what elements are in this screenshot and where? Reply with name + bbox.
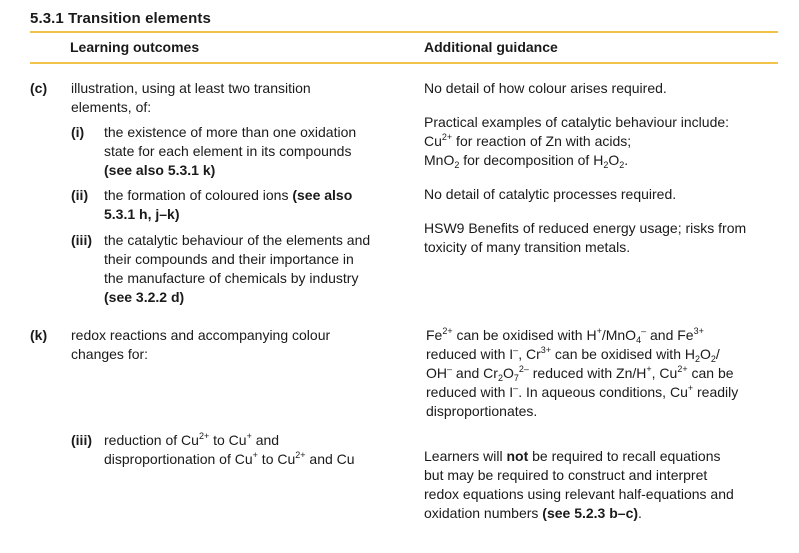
guidance-line [424, 151, 729, 170]
outcome-c-line: illustration, using at least two transition [71, 80, 311, 96]
guidance-line: disproportionates. [426, 403, 538, 419]
outcome-c-ii-text [104, 186, 352, 224]
guidance-text: can be oxidised with H [551, 346, 695, 362]
outcome-k-label: (k) [30, 327, 48, 343]
guidance-text: . [638, 505, 642, 521]
guidance-line [426, 383, 738, 402]
guidance-text: for reaction of Zn with acids; [452, 133, 632, 149]
outcome-c-ii-line [104, 186, 352, 205]
outcome-c-iii-line: the manufacture of chemicals by industry [104, 270, 359, 286]
guidance-line [426, 326, 738, 345]
outcome-c-line: elements, of: [71, 99, 152, 115]
outcome-c-i-reference: (see also 5.3.1 k) [104, 162, 216, 178]
learning-outcomes-header: Learning outcomes [70, 39, 200, 55]
outcome-c-label: (c) [30, 80, 48, 96]
guidance-text: readily [693, 384, 739, 400]
formula-superscript: – [641, 326, 647, 336]
guidance-k-redox-examples [426, 326, 738, 421]
formula-superscript: – [513, 345, 519, 355]
outcome-c-iii-reference: (see 3.2.2 d) [104, 289, 185, 305]
guidance-text: Learners will [424, 448, 507, 464]
formula-text: O [502, 365, 514, 381]
guidance-text: . In aqueous conditions, Cu [518, 384, 688, 400]
guidance-text: , Cr [518, 346, 541, 362]
guidance-c-hsw9 [424, 219, 746, 257]
guidance-text: and Cr [452, 365, 498, 381]
formula-superscript: – [513, 383, 519, 393]
formula-superscript: + [252, 450, 258, 460]
outcome-k-text [71, 326, 330, 364]
guidance-text: be required to recall equations [528, 448, 721, 464]
formula-subscript: 2 [603, 160, 609, 170]
guidance-text: and Fe [646, 327, 694, 343]
outcome-c-ii-text-part: the formation of coloured ions [104, 187, 293, 203]
outcome-c-iii-line: the catalytic behaviour of the elements and [104, 232, 371, 248]
guidance-text: reduced with I [426, 346, 514, 362]
formula-superscript: + [246, 431, 252, 441]
outcome-c-iii-line: their compounds and their importance in [104, 251, 354, 267]
guidance-line [426, 345, 738, 364]
guidance-text: . [624, 152, 629, 168]
guidance-line: toxicity of many transition metals. [424, 239, 631, 255]
guidance-text: for decomposition of H [459, 152, 604, 168]
formula-superscript: 2+ [198, 431, 210, 441]
guidance-c-catalytic-examples [424, 113, 729, 170]
guidance-text: , Cu [651, 365, 678, 381]
formula-subscript: 2 [619, 160, 625, 170]
outcome-c-iii-label: (iii) [71, 232, 92, 248]
formula-subscript: 2 [694, 354, 700, 364]
formula-superscript: + [687, 383, 694, 393]
additional-guidance-header: Additional guidance [424, 39, 558, 55]
guidance-c-colour: No detail of how colour arises required. [424, 80, 667, 96]
formula-text: O [608, 152, 620, 168]
outcome-c-text [71, 79, 311, 117]
formula-subscript: 2 [710, 354, 716, 364]
section-title: 5.3.1 Transition elements [30, 10, 211, 27]
outcome-text: and [251, 432, 280, 448]
outcome-text: and Cu [305, 451, 355, 467]
guidance-text: reduced with Zn/H [528, 365, 647, 381]
outcome-k-iii-label: (iii) [71, 432, 92, 448]
guidance-line [424, 447, 734, 466]
formula-text: O [700, 346, 711, 362]
formula-superscript: + [596, 326, 602, 336]
guidance-line: Practical examples of catalytic behaviour include: [424, 114, 730, 130]
outcome-k-line: changes for: [71, 346, 149, 362]
guidance-line: but may be required to construct and interpret [424, 467, 708, 483]
guidance-line: redox equations using relevant half-equations and [424, 486, 734, 502]
formula-text: /MnO [601, 327, 637, 343]
guidance-line [424, 504, 734, 523]
guidance-text: reduced with I [426, 384, 514, 400]
guidance-text: oxidation numbers [424, 505, 543, 521]
guidance-c-catalytic-processes: No detail of catalytic processes required. [424, 186, 677, 202]
formula-subscript: 4 [636, 335, 642, 345]
reference-text: (see 5.2.3 b–c) [542, 505, 639, 521]
formula-superscript: 3+ [693, 326, 704, 336]
guidance-line: HSW9 Benefits of reduced energy usage; risks from [424, 220, 747, 236]
outcome-c-i-label: (i) [71, 124, 85, 140]
formula-superscript: 2+ [677, 364, 688, 374]
guidance-line [426, 364, 738, 383]
outcome-text: reduction of Cu [104, 432, 199, 448]
formula-subscript: 2 [454, 160, 460, 170]
outcome-k-iii-line [104, 450, 355, 469]
outcome-c-ii-reference: (see also [292, 187, 353, 203]
formula-superscript: 2+ [442, 326, 453, 336]
emphasis-text: not [506, 448, 529, 464]
guidance-text: / [715, 346, 720, 362]
guidance-text: can be [687, 365, 734, 381]
formula-superscript: – [447, 364, 453, 374]
outcome-c-ii-label: (ii) [71, 187, 89, 203]
formula-subscript: 2 [497, 373, 503, 383]
guidance-k-equations-note [424, 447, 734, 523]
outcome-c-ii-reference: 5.3.1 h, j–k) [104, 206, 180, 222]
guidance-text: can be oxidised with H [452, 327, 597, 343]
outcome-c-iii-text [104, 231, 370, 307]
outcome-text: to Cu [209, 432, 247, 448]
formula-superscript: 2– [518, 364, 529, 374]
header-bottom-rule [30, 62, 778, 64]
formula-text: OH [426, 365, 447, 381]
outcome-k-iii-line [104, 431, 355, 450]
formula-text: MnO [424, 152, 455, 168]
guidance-line [424, 132, 729, 151]
formula-superscript: 3+ [540, 345, 552, 355]
formula-superscript: 2+ [441, 132, 453, 142]
outcome-c-i-text [104, 123, 356, 180]
outcome-k-iii-text [104, 431, 355, 469]
outcome-text: to Cu [257, 451, 296, 467]
outcome-c-i-line: the existence of more than one oxidation [104, 124, 357, 140]
formula-text: Cu [424, 133, 442, 149]
outcome-k-line: redox reactions and accompanying colour [71, 327, 331, 343]
header-top-rule [30, 31, 778, 33]
formula-superscript: + [646, 364, 652, 374]
outcome-c-i-line: state for each element in its compounds [104, 143, 352, 159]
formula-text: Fe [426, 327, 443, 343]
formula-superscript: 2+ [295, 450, 306, 460]
formula-subscript: 7 [513, 373, 519, 383]
outcome-text: disproportionation of Cu [104, 451, 253, 467]
